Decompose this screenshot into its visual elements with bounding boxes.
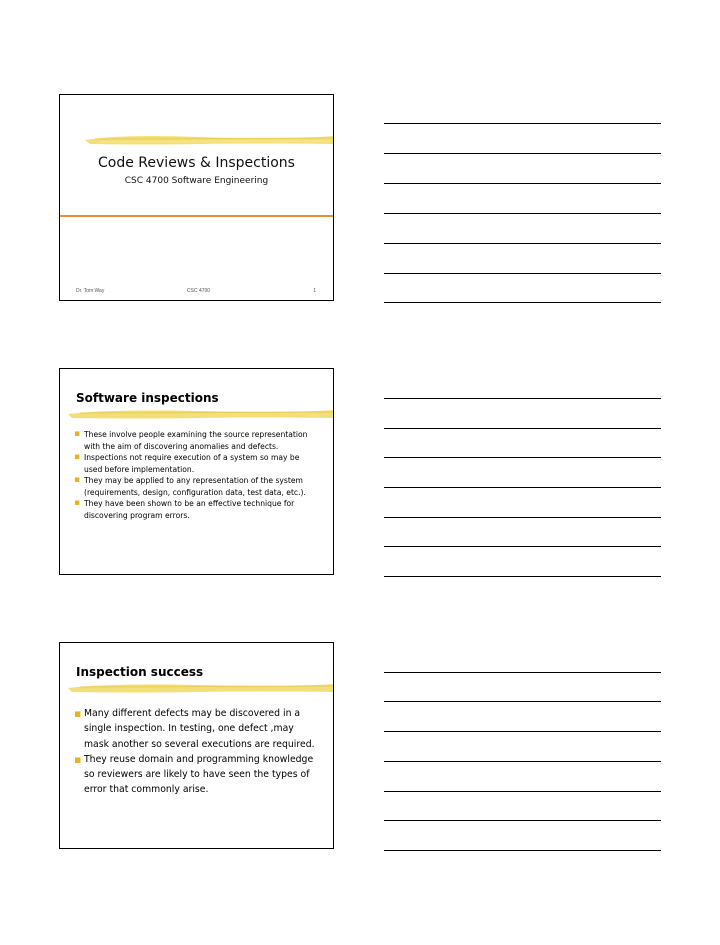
list-item: ▪ They have been shown to be an effective technique for discovering program errors. bbox=[74, 498, 295, 520]
bullet-list bbox=[74, 706, 319, 798]
square-bullet-icon: ▪ bbox=[74, 475, 81, 485]
brush-stroke-decoration bbox=[60, 407, 334, 421]
note-line bbox=[384, 517, 661, 518]
slide-title: Code Reviews & Inspections bbox=[98, 155, 295, 171]
note-line bbox=[384, 457, 661, 458]
list-item: ▪ These involve people examining the source representation with the aim of discovering anomalies and defects. bbox=[74, 429, 308, 451]
brush-stroke-decoration bbox=[60, 681, 334, 695]
slide-heading: Software inspections bbox=[76, 391, 219, 405]
slide-1 bbox=[59, 94, 334, 301]
slide-2 bbox=[59, 368, 334, 575]
note-line bbox=[384, 213, 661, 214]
list-item: ▪ Inspections not require execution of a system so may be used before implementation. bbox=[74, 452, 300, 474]
note-line bbox=[384, 731, 661, 732]
note-line bbox=[384, 820, 661, 821]
note-line bbox=[384, 123, 661, 124]
square-bullet-icon: ▪ bbox=[74, 498, 81, 508]
footer-author: Dr. Tom Way bbox=[76, 288, 105, 294]
note-line bbox=[384, 302, 661, 303]
note-line bbox=[384, 576, 661, 577]
list-item: ▪ They reuse domain and programming knowledge so reviewers are likely to have seen the types of error that commonly arise. bbox=[74, 752, 314, 796]
note-line bbox=[384, 701, 661, 702]
brush-stroke-decoration bbox=[60, 133, 334, 147]
note-line bbox=[384, 153, 661, 154]
list-item: ▪ They may be applied to any representation of the system (requirements, design, configuration data, test data, etc.). bbox=[74, 475, 306, 497]
note-line bbox=[384, 546, 661, 547]
square-bullet-icon: ▪ bbox=[74, 752, 82, 766]
slide-3 bbox=[59, 642, 334, 849]
square-bullet-icon: ▪ bbox=[74, 452, 81, 462]
slide-heading: Inspection success bbox=[76, 665, 204, 679]
note-line bbox=[384, 273, 661, 274]
note-line bbox=[384, 850, 661, 851]
footer-course: CSC 4700 bbox=[187, 288, 211, 294]
square-bullet-icon: ▪ bbox=[74, 429, 81, 439]
slide-subtitle: CSC 4700 Software Engineering bbox=[124, 176, 269, 186]
note-line bbox=[384, 398, 661, 399]
bullet-list bbox=[74, 429, 319, 521]
footer-page-number: 1 bbox=[313, 288, 316, 294]
note-line bbox=[384, 672, 661, 673]
note-line bbox=[384, 243, 661, 244]
list-item: ▪ Many different defects may be discovered in a single inspection. In testing, one defect ,may mask another so several executions are required. bbox=[74, 707, 315, 750]
title-rule bbox=[60, 215, 334, 217]
note-line bbox=[384, 791, 661, 792]
square-bullet-icon: ▪ bbox=[74, 707, 82, 720]
note-line bbox=[384, 487, 661, 488]
note-line bbox=[384, 761, 661, 762]
note-line bbox=[384, 183, 661, 184]
note-line bbox=[384, 428, 661, 429]
